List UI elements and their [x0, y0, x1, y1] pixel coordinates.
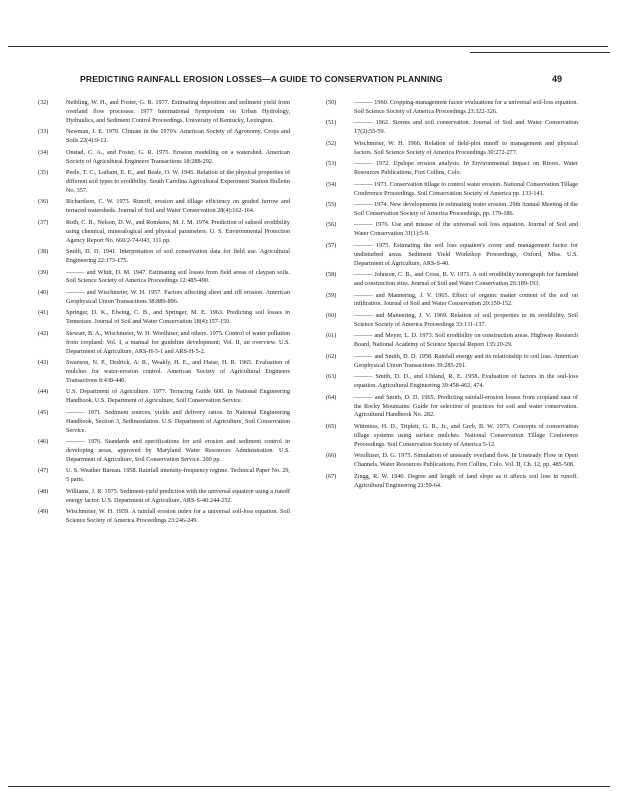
reference-text: ——— 1972. Upslope erosion analysis. In Environmental Impact on Rivers. Water Resources Publications, Fort Collins, Colo.: [354, 160, 578, 177]
reference-entry: [326, 119, 578, 137]
reference-text: Richardson, C. W. 1973. Runoff, erosion and tillage efficiency on graded furrow and terraced watersheds. Journal of Soil and Water Conservation 28(4):162-164.: [66, 198, 290, 215]
reference-number: (32): [38, 99, 49, 106]
reference-entry: [326, 452, 578, 470]
references-left-column: [38, 99, 290, 529]
reference-text: Zingg, R. W. 1940. Degree and length of land slope as it affects soil loss in runoff. Agricultural Engineering 21:59-64.: [354, 472, 578, 489]
reference-text: Swanson, N. P., Dedrick, A. R., Weakly, H. E., and Haise, H. R. 1965. Evaluation of mulches for water-erosion control. American Society of Agricultural Engineers Transactions 8:438-440.: [66, 359, 290, 384]
reference-entry: [38, 508, 290, 526]
reference-number: (47): [38, 467, 49, 475]
reference-number: (53): [326, 160, 337, 168]
reference-entry: [38, 99, 290, 126]
reference-entry: [326, 312, 578, 330]
reference-entry: [38, 488, 290, 506]
reference-number: (37): [38, 218, 49, 226]
reference-text: Woolhiser, D. G. 1975. Simulation of unsteady overland flow. In Unsteady Flow in Open Channels. Water Resources Publications, Fort Collins, Colo. Vol. II, Ch. 12, pp. 485-508.: [354, 452, 578, 469]
reference-text: Stewart, B. A., Wischmeier, W. H. Woolhiser, and others. 1975. Control of water pollution from cropland: Vol. I, a manual for guideline development; Vol. II, an overview. U.S. Department of Agriculture, ARS-H-5-1 and ARS-H-5-2.: [66, 329, 290, 355]
reference-entry: [38, 330, 290, 357]
reference-number: (43): [38, 359, 49, 367]
reference-text: Springer, D. K., Elwing, C. B., and Springer, M. E. 1963. Predicting soil losses in Tennessee. Journal of Soil and Water Conservation 18(4):157-159.: [66, 309, 290, 326]
reference-text: ——— and Mannering, J. V. 1969. Relation of soil properties to its erodibility. Soil Science Society of America Proceedings 33:131-137.: [354, 311, 578, 328]
reference-entry: [38, 169, 290, 196]
reference-entry: [326, 373, 578, 391]
reference-entry: [38, 438, 290, 465]
reference-text: ——— Johnson, C. B., and Cross, B. V. 1971. A soil erodibility nomograph for farmland and construction sites. Journal of Soil and Water Conservation 26:189-193.: [354, 271, 578, 288]
reference-entry: [38, 289, 290, 307]
reference-text: ——— and Meyer, L. D. 1973. Soil erodibility on construction areas. Highway Research Board, National Academy of Science Special Report 135:20-29.: [354, 332, 578, 349]
reference-text: U. S. Weather Bureau. 1958. Rainfall intensity-frequency regime. Technical Paper No. 29, 5 parts.: [66, 467, 290, 484]
reference-entry: [326, 99, 578, 117]
reference-entry: [326, 140, 578, 158]
reference-entry: [326, 353, 578, 371]
reference-number: (57): [326, 241, 337, 249]
reference-number: (35): [38, 169, 49, 177]
reference-text: ——— 1976. Standards and specifications for soil erosion and sediment control in developing areas, approved by Maryland Water Resources Administration. U.S. Department of Agriculture, Soil Conservation Service. 200 pp.: [66, 438, 290, 463]
reference-entry: [38, 467, 290, 485]
reference-number: (58): [326, 271, 337, 279]
reference-text: ——— and Smith, D. D. 1958. Rainfall energy and its relationship to soil loss. American Geophysical Union Transactions 39:285-291.: [354, 352, 578, 369]
reference-number: (60): [326, 311, 337, 319]
reference-entry: [326, 160, 578, 178]
reference-entry: [38, 269, 290, 287]
reference-entry: [326, 423, 578, 450]
reference-number: (33): [38, 128, 49, 136]
reference-text: Onstad, C. A., and Foster, G. R. 1975. Erosion modeling on a watershed. American Society of Agricultural Engineers Transactions 18:288-292.: [66, 148, 290, 165]
references-right-column: [326, 99, 578, 493]
reference-number: (48): [38, 487, 49, 495]
reference-entry: [326, 292, 578, 310]
reference-text: ——— 1960. Cropping-management factor evaluations for a universal soil-loss equation. Soil Science Society of America Proceedings 23:322-326.: [354, 99, 578, 115]
reference-entry: [326, 181, 578, 199]
reference-text: ——— 1974. New developments in estimating water erosion. 29th Annual Meeting of the Soil Conservation Society of America Proceedings, pp. 179-186.: [354, 201, 578, 217]
reference-number: (36): [38, 198, 49, 206]
reference-entry: [38, 409, 290, 436]
reference-number: (34): [38, 148, 49, 156]
reference-text: ——— Smith, D. D., and Uhland, R. E. 1958. Evaluation of factors in the soil-loss equation. Agricultural Engineering 39:458-462, 474.: [354, 373, 578, 390]
reference-text: Neibling, W. H., and Foster, G. R. 1977. Estimating deposition and sediment yield from overland flow processes. 1977 International Symposium on Urban Hydrology, Hydraulics, and Sediment Control Proceedings, University of Kentucky, Lexington.: [66, 99, 290, 124]
reference-number: (66): [326, 452, 337, 460]
page-number: 49: [551, 74, 562, 84]
reference-number: (49): [38, 508, 49, 516]
reference-number: (46): [38, 438, 49, 446]
running-title: PREDICTING RAINFALL EROSION LOSSES—A GUIDE TO CONSERVATION PLANNING: [80, 74, 443, 84]
top-rule: [8, 46, 608, 47]
reference-text: Wischmeier, W. H. 1959. A rainfall erosion index for a universal soil-loss equation. Soil Science Society of America Proceedings 23:246-249.: [66, 508, 290, 525]
bottom-rule: [8, 786, 610, 787]
reference-number: (44): [38, 388, 49, 396]
reference-number: (61): [326, 332, 337, 340]
reference-text: U.S. Department of Agriculture. 1977. Terracing Guide 600. In National Engineering Handbook. U.S. Department of Agriculture, Soil Conservation Service.: [66, 388, 290, 405]
reference-number: (45): [38, 408, 49, 416]
reference-number: (54): [326, 180, 337, 188]
reference-text: ——— 1973. Conservation tillage to control water erosion. National Conservation Tillage Conference Proceedings. Soil Conservation Society of America pp. 133-141.: [354, 180, 578, 197]
reference-number: (63): [326, 373, 337, 381]
reference-number: (52): [326, 139, 337, 147]
reference-text: Smith, D. D. 1941. Interpretation of soil conservation data for field use. Agricultural Engineering 22:173-175.: [66, 248, 290, 265]
reference-number: (62): [326, 352, 337, 360]
reference-number: (42): [38, 329, 49, 337]
reference-entry: [326, 221, 578, 239]
reference-entry: [38, 388, 290, 406]
reference-entry: [38, 309, 290, 327]
top-rule-short: [470, 52, 610, 53]
reference-text: Newman, J. E. 1970. Climate in the 1970's. American Society of Agronomy, Crops and Soils 22(4):9-12.: [66, 128, 290, 145]
reference-entry: [38, 219, 290, 246]
reference-text: ——— and Smith, D. D. 1965. Predicting rainfall-erosion losses from cropland east of the Rocky Mountains: Guide for selection of practices for soil and water conservation. Agricultural Handbook No. 282.: [354, 393, 578, 419]
reference-text: Wittmuss, H. D., Triplett, G. B., Jr., and Greb, B. W. 1973. Concepts of conservation tillage systems using surface mulches. National Conservation Tillage Conference Proceedings. Soil Conservation Society of America 5-12.: [354, 422, 578, 448]
reference-entry: [38, 198, 290, 216]
reference-entry: [38, 248, 290, 266]
reference-entry: [326, 271, 578, 289]
reference-number: (65): [326, 422, 337, 430]
reference-text: ——— 1975. Estimating the soil loss equation's cover and management factor for undisturbed areas. Sediment Yield Workshop Proceedings, Oxford, Miss. U.S. Department of Agriculture, ARS-S-40.: [354, 241, 578, 267]
reference-text: ——— and Whitt, D. M. 1947. Estimating soil losses from field areas of claypan soils. Soil Science Society of America Proceedings 12:485-490.: [66, 268, 290, 285]
reference-text: Williams, J. R. 1975. Sediment-yield prediction with the universal equation using a runoff energy factor. U.S. Department of Agriculture, ARS-S-40:244-252.: [66, 487, 290, 504]
running-header: [50, 74, 570, 88]
reference-entry: [38, 128, 290, 146]
reference-entry: [326, 201, 578, 219]
reference-number: (38): [38, 248, 49, 256]
reference-number: (59): [326, 291, 337, 299]
reference-entry: [38, 149, 290, 167]
reference-text: ——— 1976. Use and misuse of the universal soil loss equation. Journal of Soil and Water Conservation 31(1):5-9.: [354, 221, 578, 238]
reference-text: Peele, T. C., Latham, E. E., and Beale, O. W. 1945. Relation of the physical properties of different soil types to erodibility. South Carolina Agricultural Experiment Station Bulletin No. 357.: [66, 169, 290, 194]
reference-number: (39): [38, 268, 49, 276]
reference-number: (50): [326, 99, 337, 106]
reference-number: (55): [326, 201, 337, 209]
reference-text: Roth, C. B., Nelson, D. W., and Romkens, M. J. M. 1974. Prediction of subsoil erodibility using chemical, mineralogical and physical parameters. U. S. Environmental Protection Agency Report No. 660/2-74-043, 111 pp.: [66, 218, 290, 244]
reference-number: (51): [326, 119, 337, 127]
reference-number: (67): [326, 472, 337, 480]
reference-number: (56): [326, 221, 337, 229]
reference-entry: [38, 359, 290, 386]
reference-number: (41): [38, 309, 49, 317]
reference-entry: [326, 473, 578, 491]
reference-text: ——— 1962. Storms and soil conservation. Journal of Soil and Water Conservation 17(2):55-59.: [354, 119, 578, 136]
reference-entry: [326, 394, 578, 421]
reference-number: (64): [326, 393, 337, 401]
reference-text: ——— 1971. Sediment sources, yields and delivery ratios. In National Engineering Handbook, Section 3, Sedimentation. U.S. Department of Agriculture, Soil Conservation Service.: [66, 408, 290, 434]
reference-text: ——— and Mannering, J. V. 1965. Effect of organic matter content of the soil on infiltration. Journal of Soil and Water Conservation 20:150-152.: [354, 291, 578, 308]
reference-text: ——— and Wischmeier, W. H. 1957. Factors affecting sheet and rill erosion. American Geophysical Union Transactions 38:889-896.: [66, 288, 290, 305]
reference-text: Wischmeier, W. H. 1966. Relation of field-plot runoff to management and physical factors. Soil Science Society of America Proceedings 30:272-277.: [354, 139, 578, 156]
reference-number: (40): [38, 288, 49, 296]
reference-entry: [326, 242, 578, 269]
reference-entry: [326, 332, 578, 350]
